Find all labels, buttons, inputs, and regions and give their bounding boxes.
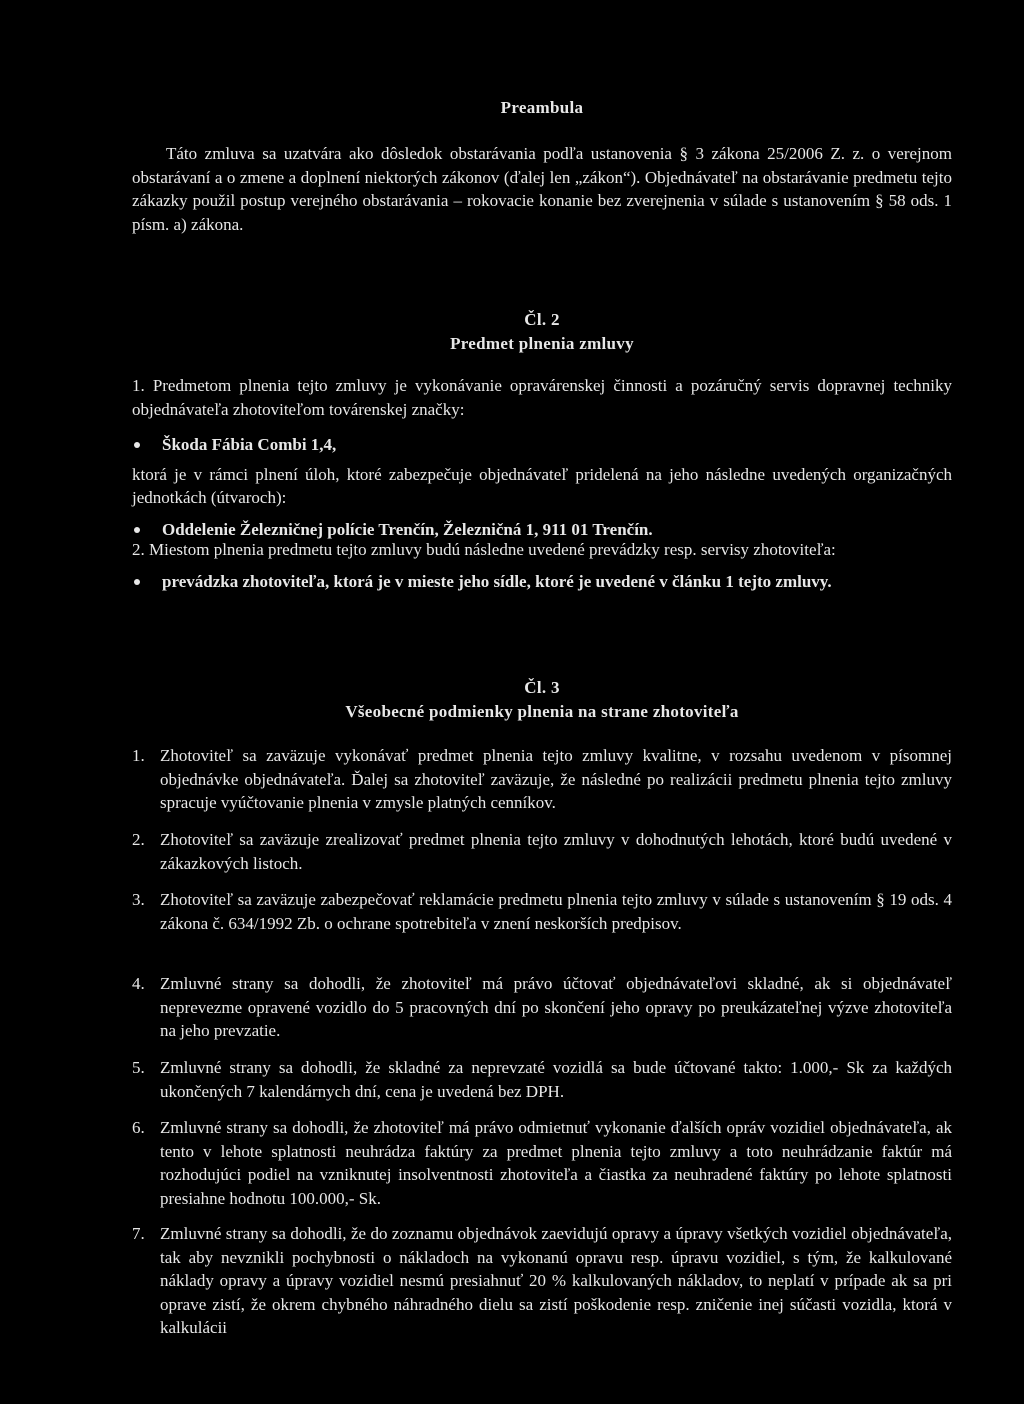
list-item (132, 1222, 952, 1340)
item-number: 1. (132, 746, 145, 765)
list-item (132, 888, 952, 972)
item-number: 4. (132, 974, 145, 993)
article-3-heading (132, 676, 952, 723)
article-3-items (132, 744, 952, 1340)
article-3-title: Všeobecné podmienky plnenia na strane zhotoviteľa (345, 701, 739, 721)
article-2-item-1-text-2: ktorá je v rámci plnení úloh, ktoré zabezpečuje objednávateľ pridelená na jeho následne uvedených organizačných jednotkách (útvaroch): (132, 464, 952, 507)
item-number: 6. (132, 1118, 145, 1137)
article-2-number: Čl. 2 (524, 310, 560, 329)
item-text: Zmluvné strany sa dohodli, že zhotoviteľ má právo účtovať objednávateľovi skladné, ak si objednávateľ neprevezme opravené vozidlo do 5 pracovných dní po skončení jeho opravy po preukázateľnej výzve zhotoviteľa na jeho prevzatie. (160, 974, 952, 1040)
list-item (132, 744, 952, 828)
article-2-heading (132, 308, 952, 355)
item-number: 5. (132, 1058, 145, 1077)
item-number: 2. (132, 830, 145, 849)
item-text: Zhotoviteľ sa zaväzuje vykonávať predmet plnenia tejto zmluvy kvalitne, v rozsahu uvedenom v písomnej objednávke objednávateľa. Ďalej sa zhotoviteľ zaväzuje, že následné po realizácii predmetu plnenia tejto zmluvy spracuje vyúčtovanie plnenia v zmysle platných cenníkov. (160, 746, 952, 812)
item-text: Predmetom plnenia tejto zmluvy je vykonávanie opravárenskej činnosti a pozáručný servis dopravnej techniky objednávateľa zhotoviteľom továrenskej značky: (132, 376, 952, 419)
article-2-title: Predmet plnenia zmluvy (450, 333, 634, 353)
article-2-item-1 (132, 374, 952, 541)
item-text: Zhotoviteľ sa zaväzuje zabezpečovať reklamácie predmetu plnenia tejto zmluvy v súlade s ustanovením § 19 ods. 4 zákona č. 634/1992 Zb. o ochrane spotrebiteľa v znení neskorších predpisov. (160, 890, 952, 933)
item-number: 7. (132, 1224, 145, 1243)
bullet-text: prevádzka zhotoviteľa, ktorá je v mieste jeho sídle, ktoré je uvedené v článku 1 tejto zmluvy. (162, 571, 832, 591)
item-text: Zhotoviteľ sa zaväzuje zrealizovať predmet plnenia tejto zmluvy v dohodnutých lehotách, ktoré budú uvedené v zákazkových listoch. (160, 830, 952, 873)
list-item (132, 1056, 952, 1116)
bullet-item (132, 433, 952, 457)
list-item (132, 1116, 952, 1222)
article-3-number: Čl. 3 (524, 678, 560, 697)
article-2-item-2-text (132, 538, 952, 562)
item-text: Zmluvné strany sa dohodli, že do zoznamu objednávok zaevidujú opravy a úpravy všetkých vozidiel objednávateľa, tak aby nevznikli pochybnosti o nákladoch na vykonanú opravu resp. úpravu vozidiel, s tým, že kalkulované náklady opravy a úpravy vozidiel nesmú presiahnuť 20 % kalkulovaných nákladov, to neplatí v prípade ak sa pri oprave zistí, že okrem chybného náhradného dielu sa zistí poškodenie resp. zničenie inej súčasti vozidla, ktorá v kalkulácii (160, 1224, 952, 1337)
preamble-title: Preambula (500, 98, 584, 117)
list-item (132, 828, 952, 888)
bullet-text: Oddelenie Železničnej polície Trenčín, Železničná 1, 911 01 Trenčín. (162, 519, 653, 539)
bullet-item (132, 570, 952, 594)
bullet-icon (132, 570, 162, 594)
bullet-icon (132, 433, 162, 457)
list-item (132, 972, 952, 1056)
bullet-text: Škoda Fábia Combi 1,4, (162, 435, 337, 454)
item-text: Zmluvné strany sa dohodli, že skladné za neprevzaté vozidlá sa bude účtované takto: 1.000,- Sk za každých ukončených 7 kalendárnych dní, cena je uvedená bez DPH. (160, 1058, 952, 1101)
item-number: 2. (132, 540, 145, 559)
item-text: Miestom plnenia predmetu tejto zmluvy budú následne uvedené prevádzky resp. servisy zhotoviteľa: (149, 540, 836, 559)
item-number: 3. (132, 890, 145, 909)
preamble-paragraph: Táto zmluva sa uzatvára ako dôsledok obstarávania podľa ustanovenia § 3 zákona 25/2006 Z. z. o verejnom obstarávaní a o zmene a doplnení niektorých zákonov (ďalej len „zákon“). Objednávateľ na obstarávanie predmetu tejto zákazky použil postup verejného obstarávania – rokovacie konanie bez zverejnenia v súlade s ustanovením § 58 ods. 1 písm. a) zákona. (132, 144, 952, 234)
article-2-item-1-text (132, 374, 952, 421)
item-text: Zmluvné strany sa dohodli, že zhotoviteľ má právo odmietnuť vykonanie ďalších opráv vozidiel objednávateľa, ak tento v lehote splatnosti neuhrádza faktúry za predmet plnenia tejto zmluvy a toto neuhrádzanie faktúr má rozhodujúci podiel na vzniknutej insolventnosti zhotoviteľa a čiastka za neuhradené faktúry po lehote splatnosti presiahne hodnotu 100.000,- Sk. (160, 1118, 952, 1208)
article-2-item-2 (132, 538, 952, 593)
item-number: 1. (132, 376, 145, 395)
